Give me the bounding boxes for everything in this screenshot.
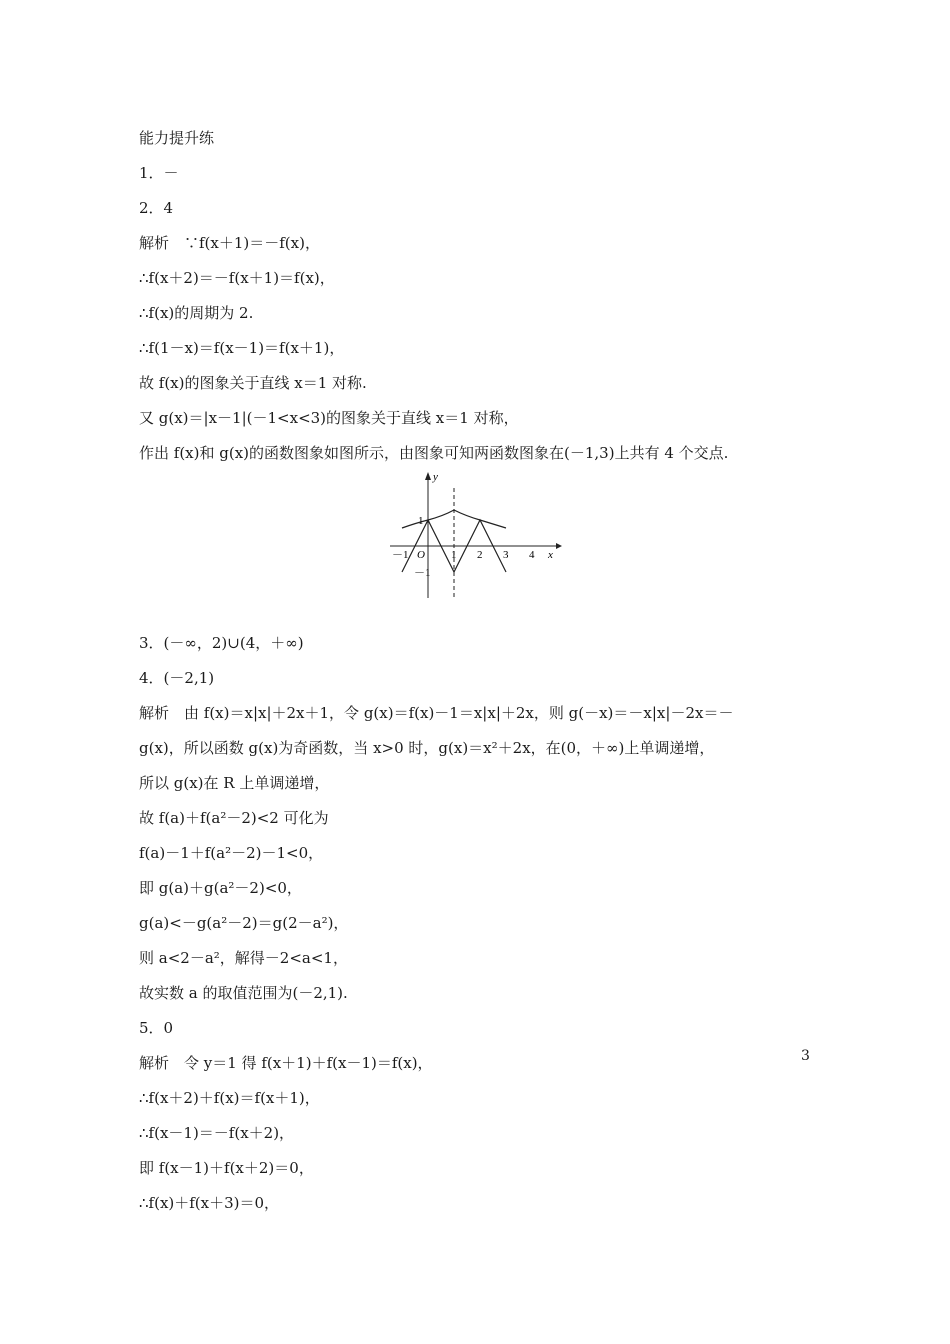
y-axis-label: y [433,471,438,483]
y-tick-label: －1 [414,567,431,579]
text-line: 解析 由 f(x)＝x|x|＋2x＋1，令 g(x)＝f(x)－1＝x|x|＋2x，则 g(－x)＝－x|x|－2x＝－ [139,704,734,722]
text-line: 2．4 [139,199,174,217]
text-line: 解析 令 y＝1 得 f(x＋1)＋f(x－1)＝f(x)， [139,1054,433,1072]
text-line: ∴f(x－1)＝－f(x＋2)， [139,1124,295,1142]
text-line: ∴f(x)的周期为 2. [139,304,254,322]
text-line: ∴f(x＋2)＋f(x)＝f(x＋1)， [139,1089,320,1107]
text-line: 故 f(a)＋f(a²－2)<2 可化为 [139,809,329,827]
text-line: 故实数 a 的取值范围为(－2,1). [139,984,348,1002]
origin-label: O [417,549,425,561]
text-line: f(a)－1＋f(a²－2)－1<0， [139,844,324,862]
x-axis-arrow [556,543,562,549]
text-line: ∴f(x)＋f(x＋3)＝0， [139,1194,280,1212]
x-tick-label: 1 [451,549,457,561]
text-line: ∴f(1－x)＝f(x－1)＝f(x＋1)， [139,339,345,357]
text-line: 所以 g(x)在 R 上单调递增， [139,774,330,792]
x-tick-label: －1 [392,549,409,561]
text-line: 即 f(x－1)＋f(x＋2)＝0， [139,1159,314,1177]
text-line: 作出 f(x)和 g(x)的函数图象如图所示，由图象可知两函数图象在(－1,3)上共有 4 个交点. [139,444,729,462]
text-line: 故 f(x)的图象关于直线 x＝1 对称. [139,374,367,392]
function-graph-figure [388,468,568,603]
y-tick-label: 1 [418,515,424,527]
text-line: 解析 ∵f(x＋1)＝－f(x)， [139,234,320,252]
text-line: 即 g(a)＋g(a²－2)<0， [139,879,302,897]
text-line: 又 g(x)＝|x－1|(－1<x<3)的图象关于直线 x＝1 对称， [139,409,519,427]
text-line: 3．(－∞，2)∪(4，＋∞) [139,634,304,652]
text-line: ∴f(x＋2)＝－f(x＋1)＝f(x)， [139,269,335,287]
text-line: g(a)<－g(a²－2)＝g(2－a²)， [139,914,349,932]
text-line: 1．－ [139,164,179,182]
page-number: 3 [801,1048,810,1064]
x-axis-label: x [548,549,553,561]
text-line: 5．0 [139,1019,174,1037]
text-line: g(x)，所以函数 g(x)为奇函数，当 x>0 时，g(x)＝x²＋2x，在(0，＋∞)上单调递增， [139,739,715,757]
y-axis-arrow [425,472,431,480]
x-tick-label: 3 [503,549,509,561]
text-line: 则 a<2－a²，解得－2<a<1， [139,949,348,967]
x-tick-label: 4 [529,549,535,561]
section-title: 能力提升练 [139,129,215,147]
x-tick-label: 2 [477,549,483,561]
text-line: 4．(－2,1) [139,669,215,687]
